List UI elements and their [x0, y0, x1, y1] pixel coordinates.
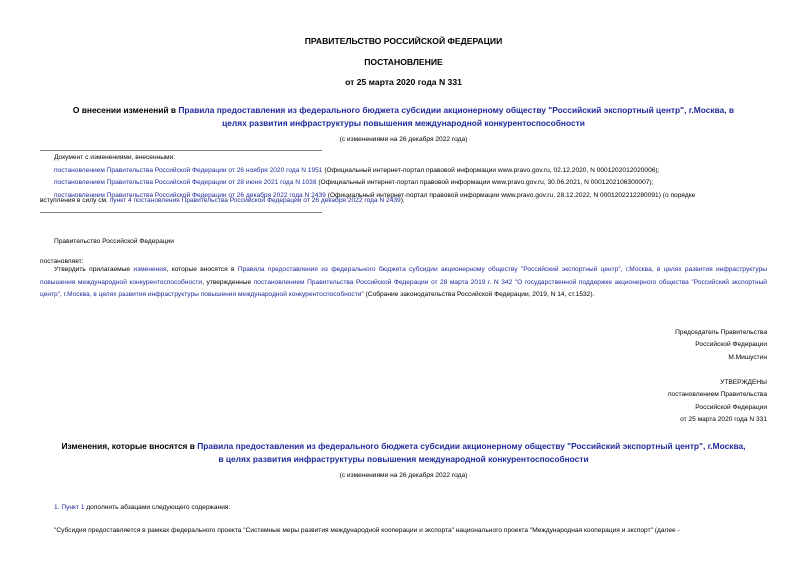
changes-title	[40, 440, 767, 465]
point-1-link[interactable]: 1. Пункт 1	[54, 504, 85, 511]
rules-link[interactable]: Правила предоставления из федерального бюджета субсидии акционерному обществу "Российский экспортный центр", г.Москва, в целях развития инфраструктуры повышения международной конкурентоспособности	[40, 266, 767, 286]
header-date-number: от 25 марта 2020 года N 331	[345, 77, 462, 87]
editions-top-rule	[40, 150, 322, 151]
header-doc-type: ПОСТАНОВЛЕНИЕ	[364, 57, 443, 67]
title-link-rules[interactable]: Правила предоставления из федерального бюджета субсидии акционерному обществу "Российский экспортный центр", г.Москва, в	[178, 105, 735, 115]
document-title	[40, 104, 767, 129]
resolution-342-link[interactable]: постановлением Правительства Российской Федерации от 28 марта 2019 г. N 342 "О государственной поддержке акционерного общества "Российский экспортный центр", г.Москва, в целях развития инфраструктуры повышения международной конкурентоспособности"	[40, 278, 767, 299]
edition-link[interactable]: постановлением Правительства Российской Федерации от 26 декабря 2022 года N 2439	[54, 191, 326, 199]
changes-link[interactable]: изменения	[133, 266, 167, 273]
changes-title-link-cont[interactable]: в целях развития инфраструктуры повышения международной конкурентоспособности	[218, 453, 589, 464]
approved-block: УТВЕРЖДЕНЫ постановлением Правительства Российской Федерации от 25 марта 2020 года N 331	[667, 379, 767, 423]
signature-block: Председатель Правительства Российской Федерации М.Мишустин	[675, 329, 767, 361]
edition-item-cont: вступления в силу см. пункт 4 постановления Правительства Российской Федерации от 26 декабря 2022 года N 2439).	[40, 197, 405, 204]
edition-link-point4[interactable]: пункт 4 постановления Правительства Российской Федерации от 26 декабря 2022 года N 2439	[109, 197, 401, 204]
main-paragraph: Утвердить прилагаемые изменения, которые вносятся в Правила предоставления из федерального бюджета субсидии акционерному обществу "Российский экспортный центр", г.Москва, в целях развития инфраструктуры повышения международной конкурентоспособности, утвержденные постановлением Правительства Российской Федерации от 28 марта 2019 г. N 342 "О государственной поддержке акционерного общества "Российский экспортный центр", г.Москва, в целях развития инфраструктуры повышения международной конкурентоспособности" (Собрание законодательства Российской Федерации, 2019, N 14, ст.1532).	[40, 266, 767, 299]
change-item-1: 1. Пункт 1 дополнить абзацами следующего содержания:	[54, 504, 231, 511]
edition-item: постановлением Правительства Российской Федерации от 28 июня 2021 года N 1038 (Официальный интернет-портал правовой информации www.pravo.gov.ru, 30.06.2021, N 0001202106300007);	[54, 179, 654, 186]
quote-paragraph: "Субсидия предоставляется в рамках федерального проекта "Системные меры развития международной кооперации и экспорта" национального проекта "Международная кооперация и экспорт" (далее -	[54, 527, 680, 534]
title-prefix: О внесении изменений в	[72, 105, 179, 115]
editions-intro: Документ с изменениями, внесенными:	[54, 154, 176, 161]
header-org: ПРАВИТЕЛЬСТВО РОССИЙСКОЙ ФЕДЕРАЦИИ	[304, 36, 503, 46]
edition-item: постановлением Правительства Российской Федерации от 26 ноября 2020 года N 1951 (Официальный интернет-портал правовой информации www.pravo.gov.ru, 02.12.2020, N 0001202012020006);	[54, 166, 660, 174]
edition-item: постановлением Правительства Российской Федерации от 26 декабря 2022 года N 2439 (Официальный интернет-портал правовой информации www.pravo.gov.ru, 28.12.2022, N 0001202212280091) (о порядке	[54, 191, 696, 199]
editions-bottom-rule	[40, 212, 322, 213]
edition-link[interactable]: постановлением Правительства Российской Федерации от 28 июня 2021 года N 1038	[54, 179, 317, 186]
decides-label: постановляет:	[40, 258, 84, 265]
government-label: Правительство Российской Федерации	[54, 238, 174, 245]
title-edition-note: (с изменениями на 26 декабря 2022 года)	[339, 136, 468, 143]
edition-link[interactable]: постановлением Правительства Российской Федерации от 26 ноября 2020 года N 1951	[54, 166, 323, 174]
changes-title-link[interactable]: Правила предоставления из федерального бюджета субсидии акционерному обществу "Российский экспортный центр", г.Москва,	[197, 441, 746, 451]
changes-edition-note: (с изменениями на 26 декабря 2022 года)	[339, 472, 468, 479]
changes-title-prefix: Изменения, которые вносятся в	[61, 441, 198, 451]
title-link-rules-cont[interactable]: целях развития инфраструктуры повышения международной конкурентоспособности	[222, 117, 585, 128]
